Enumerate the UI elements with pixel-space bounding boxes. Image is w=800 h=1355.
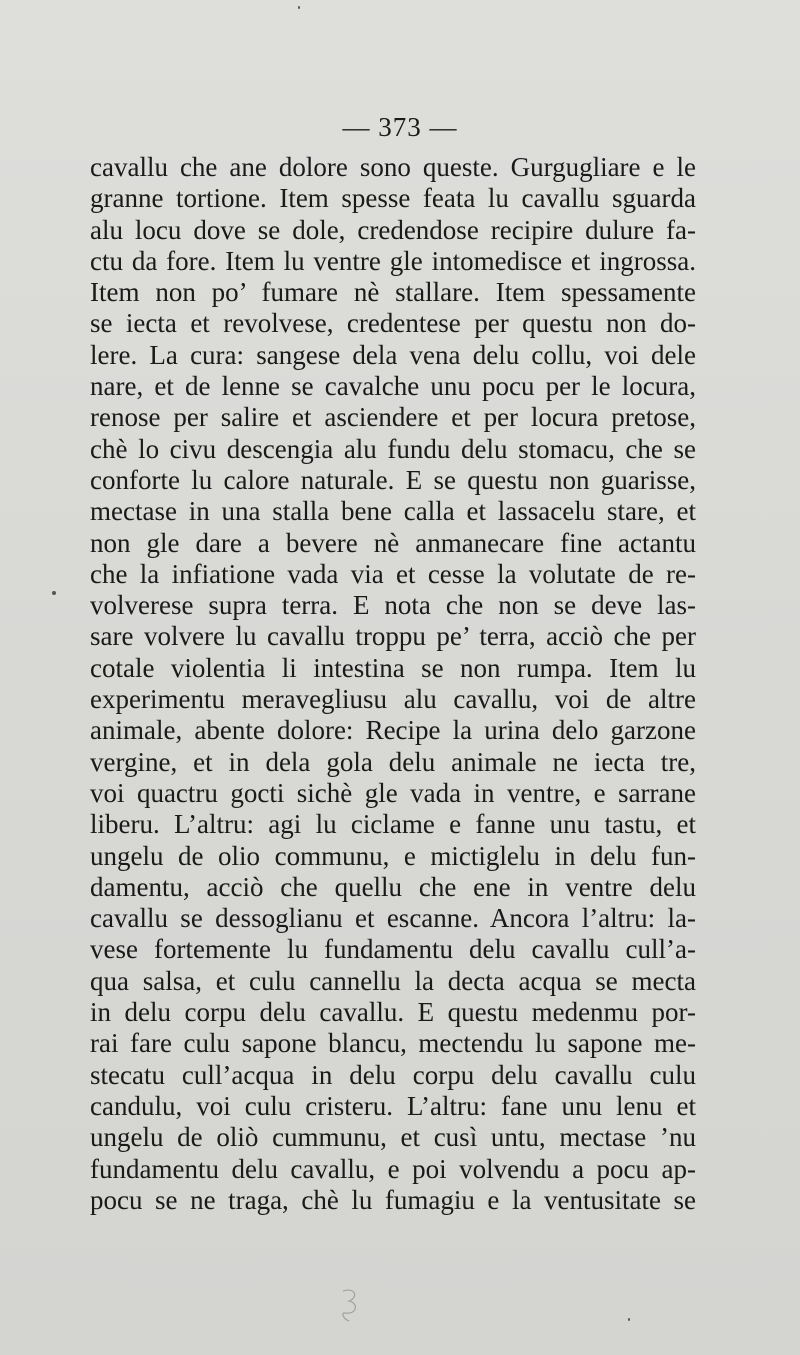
text-line: cotale violentia li intestina se non rumpa. Item lu [90,652,696,683]
page-number: — 373 — [342,112,458,142]
text-line: chè lo civu descengia alu fundu delu stomacu, che se [90,433,696,464]
text-line: non gle dare a bevere nè anmanecare fine actantu [90,527,696,558]
text-line: volverese supra terra. E nota che non se deve las- [90,590,696,621]
text-line: stecatu cull’acqua in delu corpu delu cavallu culu [90,1059,696,1090]
text-line: lere. La cura: sangese dela vena delu collu, voi dele [90,339,696,370]
text-line: vergine, et in dela gola delu animale ne iecta tre, [90,746,696,777]
body-text [90,152,696,1216]
text-line: renose per salire et asciendere et per locura pretose, [90,402,696,433]
text-line: fundamentu delu cavallu, e poi volvendu a pocu ap- [90,1153,696,1184]
text-line: qua salsa, et culu cannellu la decta acqua se mecta [90,965,696,996]
text-line: nare, et de lenne se cavalche unu pocu per le locura, [90,371,696,402]
text-line: cavallu che ane dolore sono queste. Gurgugliare e le [90,152,696,182]
text-line: che la infiatione vada via et cesse la volutate de re- [90,558,696,589]
text-line: vese fortemente lu fundamentu delu cavallu cull’a- [90,934,696,965]
text-line: experimentu meravegliusu alu cavallu, voi de altre [90,684,696,715]
pencil-mark [335,1285,365,1325]
text-line: damentu, acciò che quellu che ene in ventre delu [90,871,696,902]
text-line: liberu. L’altru: agi lu ciclame e fanne unu tastu, et [90,809,696,840]
text-line: conforte lu calore naturale. E se questu non guarisse, [90,464,696,495]
text-line: cavallu se dessoglianu et escanne. Ancora l’altru: la- [90,903,696,934]
text-line: voi quactru gocti sichè gle vada in ventre, e sarrane [90,777,696,808]
paper-speck [628,1318,630,1321]
text-line: ctu da fore. Item lu ventre gle intomedisce et ingrossa. [90,245,696,276]
text-line: ungelu de olio communu, e mictiglelu in delu fun- [90,840,696,871]
paper-speck [52,591,56,595]
text-line: pocu se ne traga, chè lu fumagiu e la ventusitate se [90,1184,696,1215]
text-line: in delu corpu delu cavallu. E questu medenmu por- [90,997,696,1028]
paper-speck [298,6,300,9]
text-line: granne tortione. Item spesse feata lu cavallu sguarda [90,183,696,214]
text-line: animale, abente dolore: Recipe la urina delo garzone [90,715,696,746]
text-line: alu locu dove se dole, credendose recipire dulure fa- [90,214,696,245]
text-line: candulu, voi culu cristeru. L’altru: fane unu lenu et [90,1090,696,1121]
text-line: sare volvere lu cavallu troppu pe’ terra, acciò che per [90,621,696,652]
text-line: rai fare culu sapone blancu, mectendu lu sapone me- [90,1028,696,1059]
text-line: se iecta et revolvese, credentese per questu non do- [90,308,696,339]
text-line: ungelu de oliò cummunu, et cusì untu, mectase ’nu [90,1122,696,1153]
text-line: mectase in una stalla bene calla et lassacelu stare, et [90,496,696,527]
text-line: Item non po’ fumare nè stallare. Item spessamente [90,277,696,308]
